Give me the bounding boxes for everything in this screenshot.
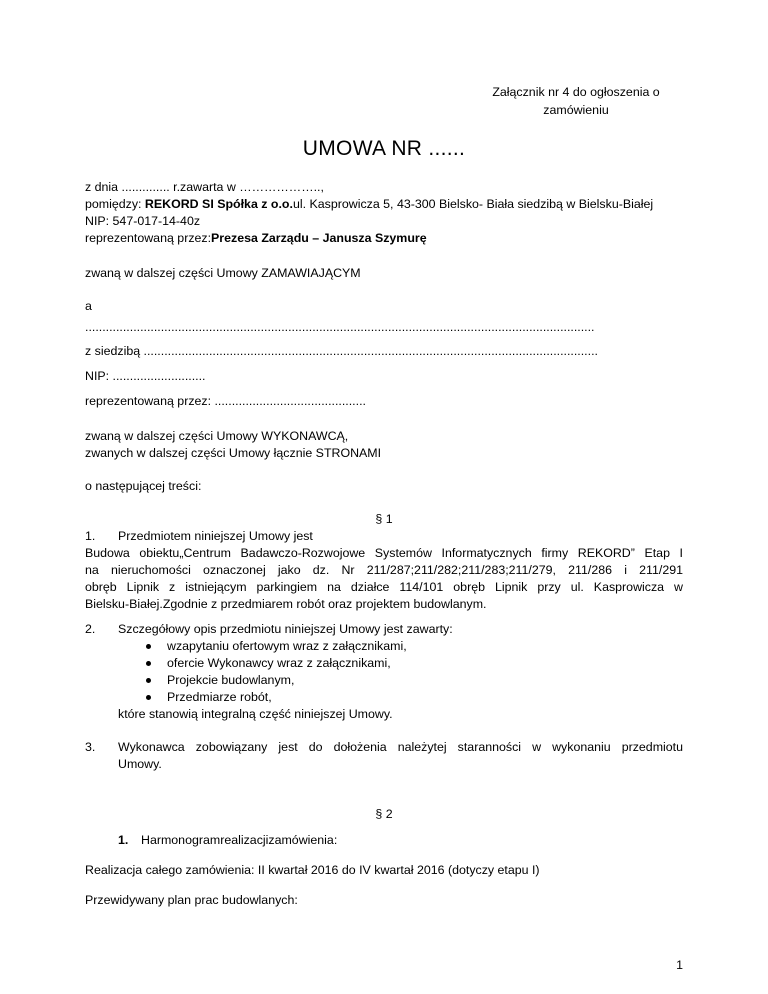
s1-p1-line-4: Bielsku-Białej.Zgodnie z przedmiarem robót oraz projektem budowlanym. (85, 597, 487, 611)
annex-note (476, 83, 676, 119)
s1-p2-bullet-4: Przedmiarze robót, (167, 690, 272, 704)
party2-label-2: zwanych w dalszej części Umowy łącznie STRONAMI (85, 446, 382, 460)
bullet-dot (146, 678, 151, 683)
following-text: o następującej treści: (85, 479, 202, 493)
between-prefix: pomiędzy: (85, 197, 145, 211)
s2-p1-number: 1. (118, 833, 129, 847)
bullet-dot (146, 661, 151, 666)
rep-prefix: reprezentowaną przez: (85, 231, 212, 245)
and-text: a (85, 299, 92, 313)
bullet-dot (146, 644, 151, 649)
s2-plan: Przewidywany plan prac budowlanych: (85, 893, 298, 907)
bullet-dot (146, 695, 151, 700)
section1-heading: § 1 (375, 512, 393, 526)
party2-representative: reprezentowaną przez: ............................................ (85, 394, 366, 408)
company-name: REKORD SI Spółka z o.o. (144, 197, 293, 211)
rep-name: Prezesa Zarządu – Janusza Szymurę (211, 231, 427, 245)
s1-p2-bullet-3: Projekcie budowlanym, (167, 673, 295, 687)
company-nip: NIP: 547-017-14-40z (85, 214, 201, 228)
s1-p2-number: 2. (85, 622, 96, 636)
s1-p3-line-1: Wykonawca zobowiązany jest do dołożenia należytej staranności w wykonaniu przedmiotu (118, 740, 683, 754)
s2-realization: Realizacja całego zamówienia: II kwartał 2016 do IV kwartał 2016 (dotyczy etapu I) (85, 863, 540, 877)
s2-p1-text: Harmonogramrealizacjizamówienia: (141, 833, 338, 847)
s1-p1-line-2: na nieruchomości oznaczonej jako dz. Nr 211/287;211/282;211/283;211/279, 211/286 i 211/291 (85, 563, 683, 577)
representative-line (85, 230, 427, 246)
annex-line-2: zamówieniu (543, 103, 609, 117)
s1-p2-text: Szczegółowy opis przedmiotu niniejszej Umowy jest zawarty: (118, 622, 453, 636)
page-number: 1 (676, 958, 683, 972)
party2-label-1: zwaną w dalszej części Umowy WYKONAWCĄ, (85, 429, 349, 443)
s1-p3-line-2: Umowy. (118, 757, 162, 771)
s1-p2-bullet-1: wzapytaniu ofertowym wraz z załącznikami, (167, 639, 407, 653)
s1-p2-tail: które stanowią integralną część niniejszej Umowy. (118, 707, 393, 721)
date-line: z dnia .............. r.zawarta w ……………….., (85, 180, 324, 194)
page-title: UMOWA NR ...... (302, 137, 466, 160)
party2-name-dots: .................................................................................................................................................... (85, 320, 595, 334)
party1-label: zwaną w dalszej części Umowy ZAMAWIAJĄCYM (85, 266, 361, 280)
section2-heading: § 2 (375, 807, 393, 821)
s1-p1-number: 1. (85, 529, 96, 543)
company-address: ul. Kasprowicza 5, 43-300 Bielsko- Biała siedzibą w Bielsku-Białej (292, 197, 654, 211)
s1-p1-line-1: Budowa obiektu„Centrum Badawczo-Rozwojowe Systemów Informatycznych firmy REKORD” Etap I (85, 546, 683, 560)
annex-line-1: Załącznik nr 4 do ogłoszenia o (492, 85, 660, 99)
s1-p1-line-3: obręb Lipnik z istniejącym parkingiem na działce 114/101 obręb Lipnik przy ul. Kasprowicza w (85, 580, 683, 594)
s1-p2-bullet-2: ofercie Wykonawcy wraz z załącznikami, (167, 656, 391, 670)
party2-seat: z siedzibą .................................................................................................................................... (85, 344, 598, 358)
s1-p1-text: Przedmiotem niniejszej Umowy jest (118, 529, 313, 543)
party2-nip: NIP: ........................... (85, 369, 206, 383)
s1-p3-number: 3. (85, 740, 96, 754)
between-line (85, 196, 653, 212)
